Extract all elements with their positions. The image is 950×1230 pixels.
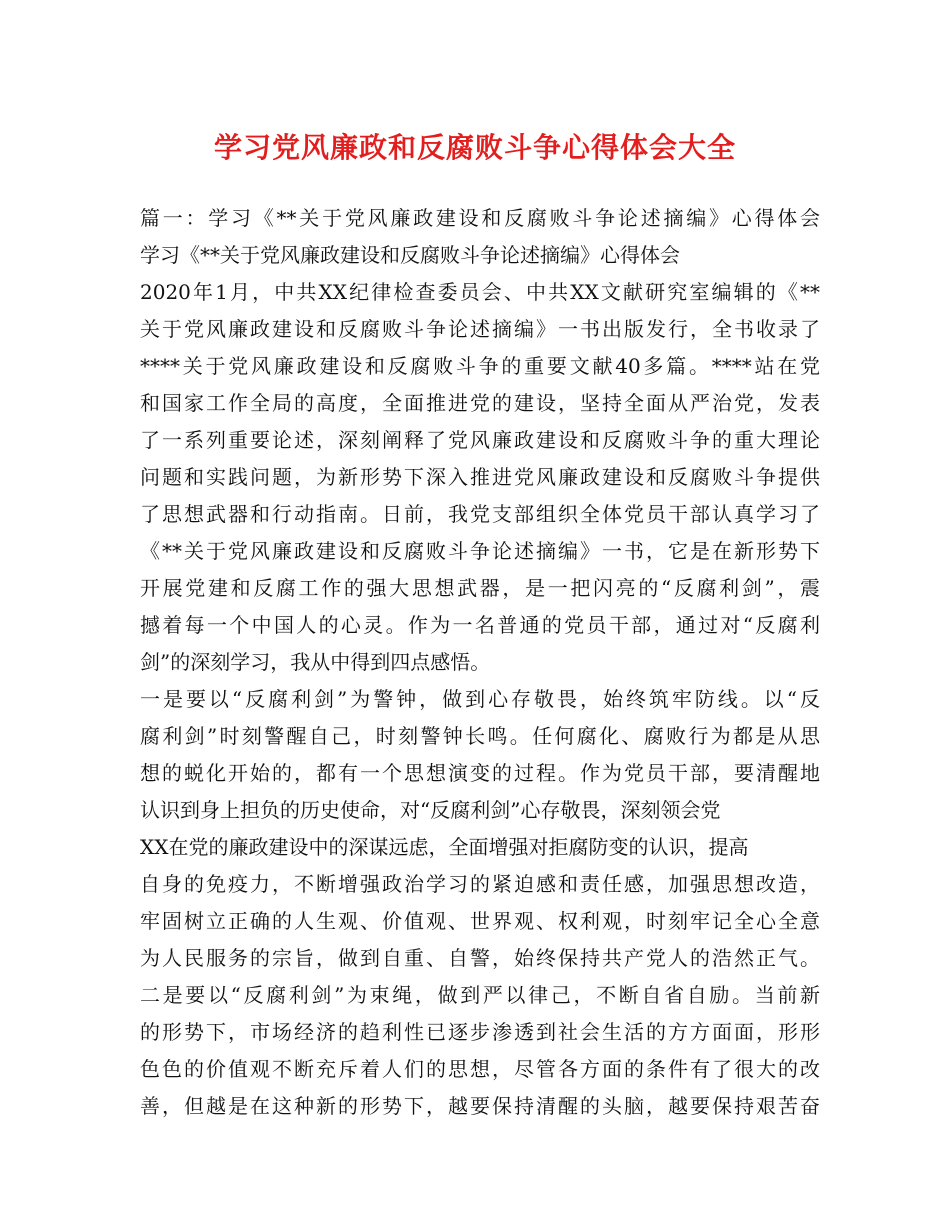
text-line: 了思想武器和行动指南。日前，我党支部组织全体党员干部认真学习了 [140, 502, 820, 526]
text-line: 关于党风廉政建设和反腐败斗争论述摘编》一书出版发行，全书收录了 [140, 317, 820, 341]
text-line: 撼着每一个中国人的心灵。作为一名普通的党员干部，通过对“反腐利 [140, 613, 820, 637]
text-line: 开展党建和反腐工作的强大思想武器，是一把闪亮的“反腐利剑”，震 [140, 576, 820, 600]
text-line: 和国家工作全局的高度，全面推进党的建设，坚持全面从严治党，发表 [140, 391, 820, 415]
text-line: 2020年1月，中共XX纪律检查委员会、中共XX文献研究室编辑的《** [140, 280, 820, 304]
text-line: 学习《**关于党风廉政建设和反腐败斗争论述摘编》心得体会 [140, 243, 680, 267]
text-line: 色色的价值观不断充斥着人们的思想，尽管各方面的条件有了很大的改 [140, 1057, 820, 1081]
text-line: 自身的免疫力，不断增强政治学习的紧迫感和责任感，加强思想改造， [140, 872, 820, 896]
text-line: 认识到身上担负的历史使命，对“反腐利剑”心存敬畏，深刻领会党 [140, 798, 721, 822]
text-line: 一是要以“反腐利剑”为警钟，做到心存敬畏，始终筑牢防线。以“反 [140, 687, 820, 711]
text-line: 腐利剑”时刻警醒自己，时刻警钟长鸣。任何腐化、腐败行为都是从思 [140, 724, 820, 748]
text-line: ****关于党风廉政建设和反腐败斗争的重要文献40多篇。****站在党 [140, 354, 820, 378]
text-line: 《**关于党风廉政建设和反腐败斗争论述摘编》一书，它是在新形势下 [140, 539, 820, 563]
text-line: XX在党的廉政建设中的深谋远虑，全面增强对拒腐防变的认识，提高 [140, 835, 749, 859]
text-line: 善，但越是在这种新的形势下，越要保持清醒的头脑，越要保持艰苦奋 [140, 1094, 820, 1118]
text-line: 为人民服务的宗旨，做到自重、自警，始终保持共产党人的浩然正气。 [140, 946, 820, 970]
text-line: 剑”的深刻学习，我从中得到四点感悟。 [140, 650, 491, 674]
text-line: 牢固树立正确的人生观、价值观、世界观、权利观，时刻牢记全心全意 [140, 909, 820, 933]
text-line: 想的蜕化开始的，都有一个思想演变的过程。作为党员干部，要清醒地 [140, 761, 820, 785]
text-line: 的形势下，市场经济的趋利性已逐步渗透到社会生活的方方面面，形形 [140, 1020, 820, 1044]
document-body [140, 200, 820, 1125]
text-line: 二是要以“反腐利剑”为束绳，做到严以律己，不断自省自励。当前新 [140, 983, 820, 1007]
document-title: 学习党风廉政和反腐败斗争心得体会大全 [213, 131, 736, 164]
text-line: 篇一：学习《**关于党风廉政建设和反腐败斗争论述摘编》心得体会 [140, 206, 820, 230]
text-line: 问题和实践问题，为新形势下深入推进党风廉政建设和反腐败斗争提供 [140, 465, 820, 489]
text-line: 了一系列重要论述，深刻阐释了党风廉政建设和反腐败斗争的重大理论 [140, 428, 820, 452]
